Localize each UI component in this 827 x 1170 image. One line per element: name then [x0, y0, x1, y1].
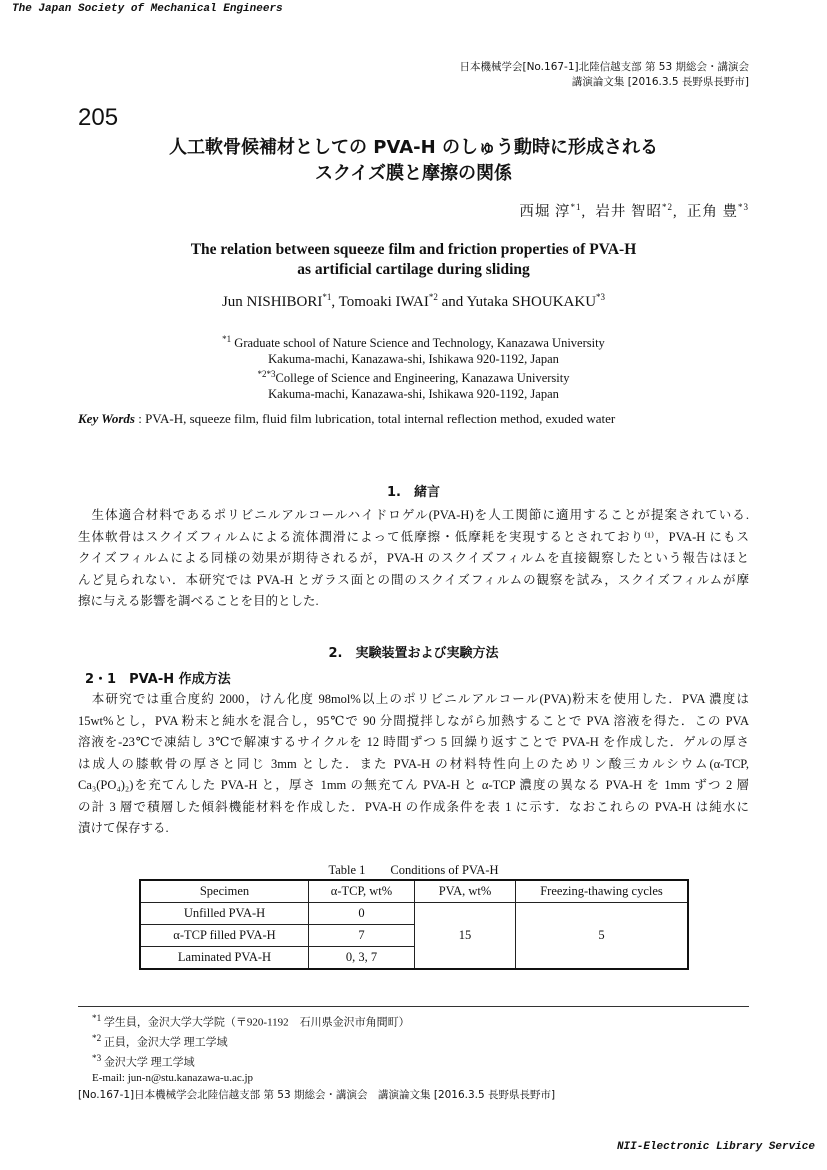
section-1-body: [78, 505, 749, 613]
paper-number: 205: [78, 104, 119, 131]
author-ja-3-mark: *3: [738, 202, 749, 213]
society-banner: The Japan Society of Mechanical Engineers: [12, 3, 283, 15]
title-japanese: [0, 135, 827, 187]
author-en-2-mark: *2: [428, 292, 438, 302]
author-en-3-mark: *3: [596, 292, 606, 302]
table-header-pva: PVA, wt%: [415, 880, 516, 903]
affiliation-1-text: Graduate school of Nature Science and Technology, Kanazawa University: [234, 336, 605, 351]
footnote-3-text: 金沢大学 理工学域: [103, 1056, 195, 1069]
conference-line-1: 日本機械学会[No.167-1]北陸信越支部 第 53 期総会・講演会: [459, 61, 749, 73]
subsection-2-1-heading: 2・1 PVA-H 作成方法: [85, 672, 231, 687]
table-header-row: [140, 880, 688, 903]
table-cell-tcp: 7: [309, 925, 415, 947]
table-cell-specimen: α-TCP filled PVA-H: [140, 925, 309, 947]
conference-line-2: 講演論文集 [2016.3.5 長野県長野市]: [571, 76, 749, 88]
keywords: [78, 411, 615, 427]
affiliation-2: [0, 367, 827, 387]
section-1-line: クイズフィルムによる同様の効果が期待されるが，PVA-H のスクイズフィルムを直接観察したという報告はほと: [78, 551, 749, 565]
author-ja-2: 岩井 智昭: [595, 204, 662, 220]
section-2-line: 15wt%とし，PVA 粉末と純水を混合し，95℃で 90 分間撹拌しながら加熱することで PVA 溶液を得た．この PVA: [78, 713, 749, 728]
conference-info: [459, 60, 749, 90]
section-2-line: は成人の膝軟骨の厚さと同じ 3mm とした．また PVA-H の材料特性向上のためリン酸三カルシウム(α-TCP,: [78, 756, 749, 771]
section-2-line: 漬けて保存する.: [78, 821, 169, 835]
email: E-mail: jun-n@stu.kanazawa-u.ac.jp: [92, 1072, 254, 1085]
affiliation-1-mark: *1: [222, 334, 232, 344]
section-2-line: の計 3 層で積層した傾斜機能材料を作成した．PVA-H の作成条件を表 1 に示す．なおこれらの PVA-H は純水に: [78, 799, 749, 814]
affiliations: [0, 332, 827, 402]
footnote-1-text: 学生員，金沢大学大学院（〒920-1192 石川県金沢市角間町）: [103, 1016, 410, 1029]
table-cell-specimen: Laminated PVA-H: [140, 947, 309, 970]
table-1: [139, 879, 689, 970]
page-footer: [No.167-1]日本機械学会北陸信越支部 第 53 期総会・講演会 講演論文集 [2016.3.5 長野県長野市]: [78, 1089, 556, 1101]
table-cell-specimen: Unfilled PVA-H: [140, 903, 309, 925]
affiliation-2-text: College of Science and Engineering, Kanazawa University: [275, 371, 570, 386]
section-2-line: 本研究では重合度約 2000，けん化度 98mol%以上のポリビニルアルコール(PVA)粉末を使用した．PVA 濃度は: [78, 692, 749, 706]
title-en-line-2: as artificial cartilage during sliding: [297, 261, 530, 278]
footnote-1-mark: *1: [92, 1013, 102, 1023]
keywords-text: PVA-H, squeeze film, fluid film lubrication, total internal reflection method, exuded water: [145, 411, 616, 426]
author-en-conj: and: [441, 294, 464, 310]
table-cell-cycles: 5: [516, 903, 689, 970]
title-ja-line-1: 人工軟骨候補材としての PVA-H のしゅう動時に形成される: [169, 137, 658, 158]
author-en-3: Yutaka SHOUKAKU: [466, 294, 597, 310]
footnote-divider: [78, 1006, 749, 1007]
section-1-heading: 1. 緒言: [387, 485, 440, 500]
section-1-line: 生体軟骨はスクイズフィルムによる流体潤滑によって低摩擦・低摩耗を実現するとされており⁽¹⁾，PVA-H にもス: [78, 529, 749, 544]
footnote-2-mark: *2: [92, 1033, 102, 1044]
affiliation-1: [0, 332, 827, 352]
authors-japanese: 西堀 淳$^{*1}$, 岩井 智昭$^{*2}$, 正角 豊$^{*3}$: [519, 202, 749, 220]
affiliation-1-address: Kakuma-machi, Kanazawa-shi, Ishikawa 920-1192, Japan: [268, 351, 559, 366]
table-cell-tcp: 0, 3, 7: [309, 947, 415, 970]
footnotes: [92, 1011, 410, 1087]
table-cell-tcp: 0: [309, 903, 415, 925]
author-ja-2-mark: *2: [662, 202, 673, 213]
table-header-specimen: Specimen: [140, 880, 309, 903]
section-1-line: 生体適合材料であるポリビニルアルコールハイドロゲル(PVA-H)を人工関節に適用することが提案されている.: [78, 508, 749, 522]
table-row: [140, 903, 688, 925]
title-ja-line-2: スクイズ膜と摩擦の関係: [315, 163, 512, 184]
title-en-line-1: The relation between squeeze film and friction properties of PVA-H: [190, 241, 637, 258]
footnote-1: [92, 1011, 410, 1031]
section-2-heading: 2. 実験装置および実験方法: [328, 646, 499, 661]
footnote-2-text: 正員，金沢大学 理工学域: [103, 1036, 228, 1049]
footnote-3-mark: *3: [92, 1053, 102, 1064]
affiliation-2-mark: *2*3: [257, 369, 276, 380]
table-cell-pva: 15: [415, 903, 516, 970]
section-1-line: 擦に与える影響を調べることを目的とした.: [78, 594, 319, 608]
author-ja-1: 西堀 淳: [519, 204, 571, 220]
table-1-caption: Table 1 Conditions of PVA-H: [328, 863, 499, 877]
title-english: [0, 240, 827, 280]
keywords-label: Key Words: [78, 411, 135, 426]
keywords-separator: :: [134, 411, 146, 426]
footnote-2: [92, 1031, 410, 1051]
author-ja-3: 正角 豊: [686, 204, 738, 220]
author-en-2: Tomoaki IWAI: [338, 294, 429, 310]
table-header-cycles: Freezing-thawing cycles: [516, 880, 689, 903]
section-2-body: [78, 689, 749, 840]
authors-english: Jun NISHIBORI$^{*1}$, Tomoaki IWAI$^{*2}$ and Yutaka SHOUKAKU$^{*3}$: [221, 292, 606, 310]
author-en-1: Jun NISHIBORI: [221, 294, 323, 310]
library-banner: NII-Electronic Library Service: [616, 1141, 815, 1153]
section-2-line: Ca₃(PO₄)₂)を充てんした PVA-H と，厚さ 1mm の無充てん PVA-H と α-TCP 濃度の異なる PVA-H を 1mm ずつ 2 層: [78, 778, 749, 792]
footnote-3: [92, 1051, 410, 1071]
section-2-line: 溶液を-23℃で凍結し 3℃で解凍するサイクルを 12 時間ずつ 5 回繰り返すことで PVA-H を作成した．ゲルの厚さ: [78, 735, 749, 749]
section-1-line: んど見られない．本研究では PVA-H とガラス面との間のスクイズフィルムの観察を試み，スクイズフィルムが摩: [78, 572, 749, 587]
author-ja-1-mark: *1: [570, 202, 582, 213]
author-en-1-mark: *1: [322, 292, 332, 302]
table-header-tcp: α-TCP, wt%: [309, 880, 415, 903]
affiliation-2-address: Kakuma-machi, Kanazawa-shi, Ishikawa 920-1192, Japan: [268, 386, 559, 401]
